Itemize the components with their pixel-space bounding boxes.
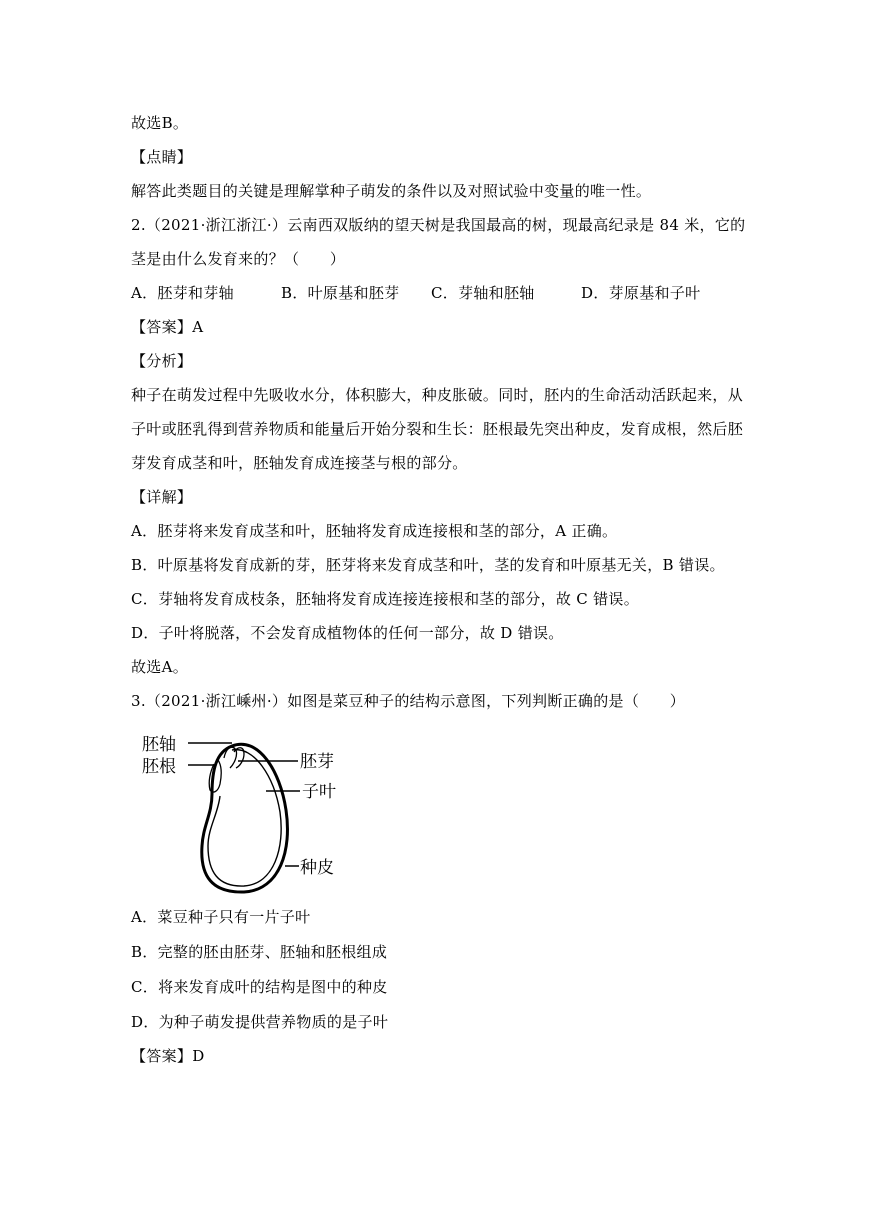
bean-seed-diagram — [140, 730, 360, 905]
question-3-answer: 【答案】D — [131, 1047, 205, 1065]
analysis-line2: 子叶或胚乳得到营养物质和能量后开始分裂和生长：胚根最先突出种皮，发育成根，然后胚 — [131, 420, 744, 438]
option-d: D．芽原基和子叶 — [581, 284, 701, 302]
label-plumule: 胚芽 — [300, 752, 334, 772]
question-3-stem: 3.（2021·浙江嵊州·）如图是菜豆种子的结构示意图，下列判断正确的是（ ） — [131, 692, 686, 710]
conclusion-q2: 故选A。 — [131, 658, 189, 676]
section-heading-analysis: 【分析】 — [131, 352, 193, 370]
detail-d: D．子叶将脱落，不会发育成植物体的任何一部分，故 D 错误。 — [131, 624, 564, 642]
cotyledon-outline — [208, 750, 281, 886]
section-heading-detail: 【详解】 — [131, 488, 193, 506]
question-2-stem-line1: 2.（2021·浙江浙江·）云南西双版纳的望天树是我国最高的树，现最高纪录是 84 米，它的 — [131, 216, 746, 234]
question-3-option-d: D．为种子萌发提供营养物质的是子叶 — [131, 1013, 389, 1031]
analysis-line1: 种子在萌发过程中先吸收水分，体积膨大，种皮胀破。同时，胚内的生命活动活跃起来，从 — [131, 386, 744, 404]
label-hypocotyl: 胚轴 — [142, 735, 176, 755]
label-cotyledon: 子叶 — [302, 782, 336, 802]
question-3-option-c: C．将来发育成叶的结构是图中的种皮 — [131, 978, 388, 996]
conclusion-q1: 故选B。 — [131, 114, 189, 132]
comment-text: 解答此类题目的关键是理解掌种子萌发的条件以及对照试验中变量的唯一性。 — [131, 182, 652, 200]
option-b: B．叶原基和胚芽 — [281, 284, 400, 302]
option-a: A．胚芽和芽轴 — [131, 284, 234, 302]
section-heading-comment: 【点睛】 — [131, 148, 193, 166]
option-c: C．芽轴和胚轴 — [431, 284, 535, 302]
label-radicle: 胚根 — [142, 757, 176, 777]
label-seed-coat: 种皮 — [300, 858, 334, 878]
analysis-line3: 芽发育成茎和叶，胚轴发育成连接茎与根的部分。 — [131, 454, 468, 472]
detail-b: B．叶原基将发育成新的芽，胚芽将来发育成茎和叶，茎的发育和叶原基无关，B 错误。 — [131, 556, 725, 574]
question-3-option-b: B．完整的胚由胚芽、胚轴和胚根组成 — [131, 943, 388, 961]
question-2-stem-line2: 茎是由什么发育来的？（ ） — [131, 250, 346, 268]
detail-c: C．芽轴将发育成枝条，胚轴将发育成连接连接根和茎的部分，故 C 错误。 — [131, 590, 639, 608]
question-3-option-a: A．菜豆种子只有一片子叶 — [131, 908, 311, 926]
detail-a: A．胚芽将来发育成茎和叶，胚轴将发育成连接根和茎的部分，A 正确。 — [131, 522, 618, 540]
question-2-options — [131, 283, 771, 303]
question-2-answer: 【答案】A — [131, 318, 204, 336]
